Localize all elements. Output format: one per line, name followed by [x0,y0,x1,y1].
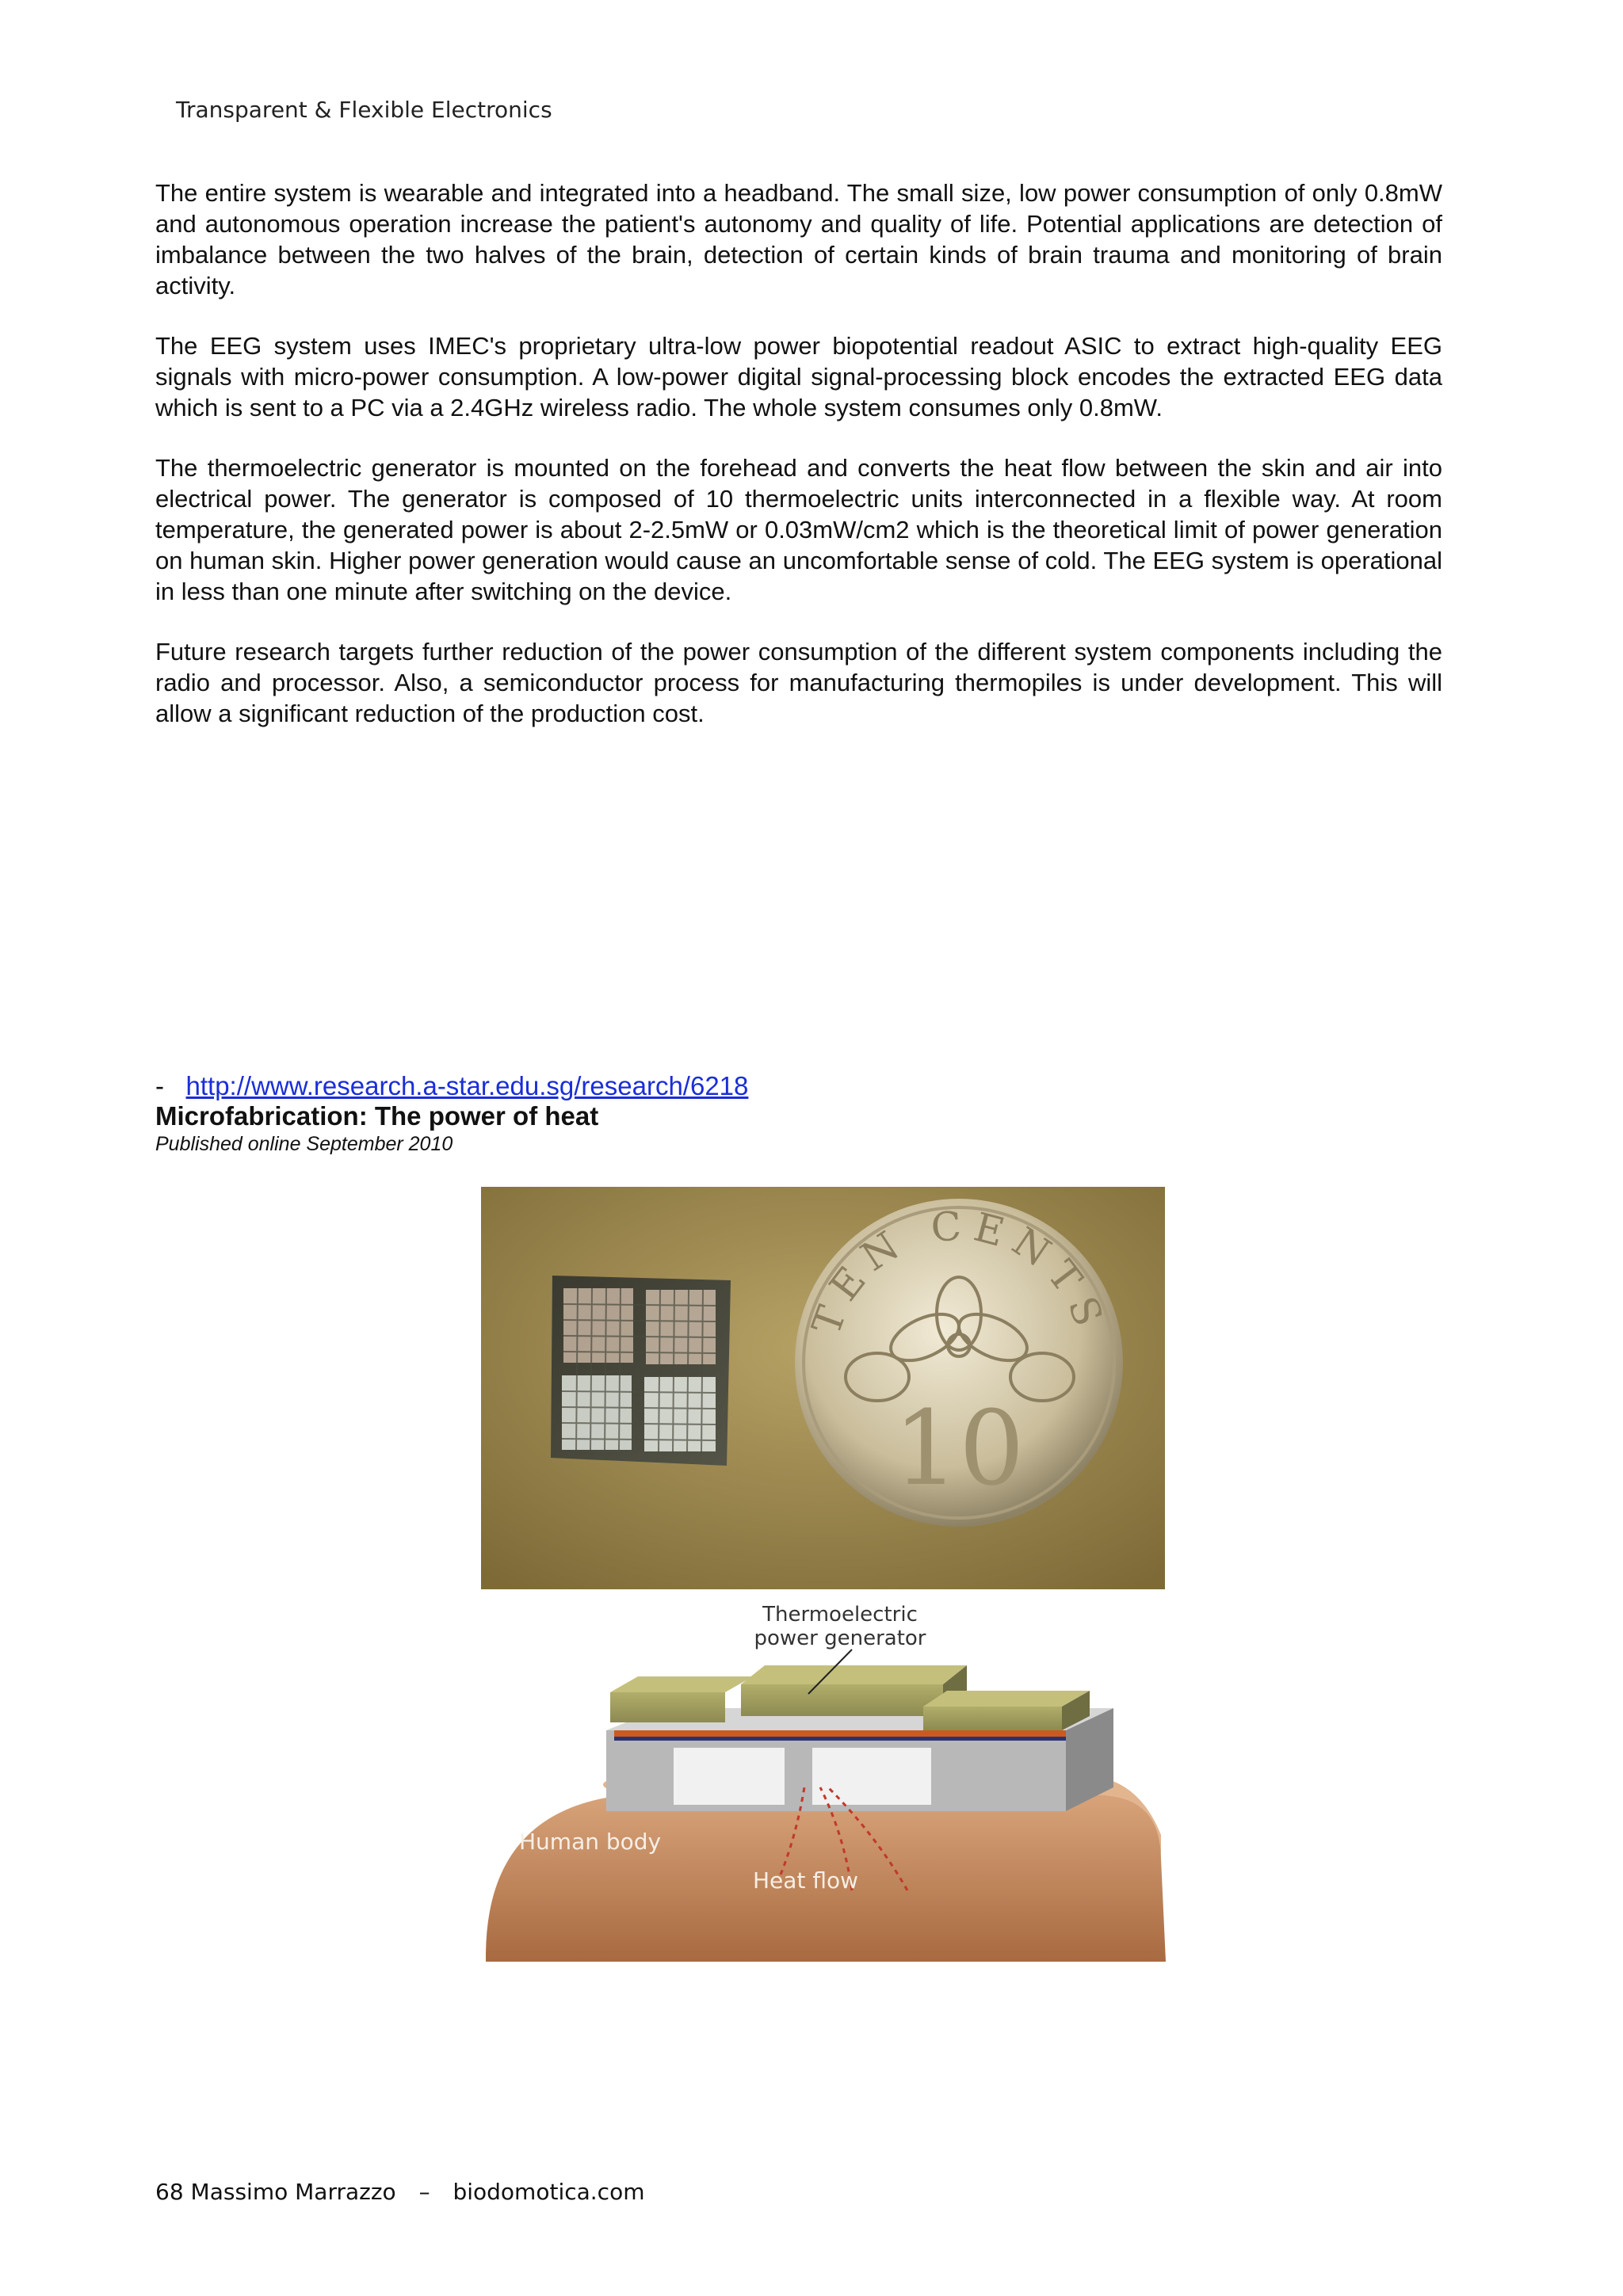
generator-label-line2: power generator [754,1627,926,1650]
thermoelectric-chip [551,1276,731,1466]
chip-and-coin-photo [481,1187,1165,1589]
page-footer [155,2179,644,2205]
reference-line [155,1071,748,1101]
human-body-label: Human body [519,1829,662,1855]
reference-link[interactable]: http://www.research.a-star.edu.sg/research/6218 [185,1071,749,1100]
ten-cent-coin [795,1199,1123,1527]
page-number: 68 [155,2179,184,2205]
footer-author: Massimo Marrazzo [190,2179,396,2205]
coin-value: 10 [893,1388,1025,1508]
list-bullet: - [155,1071,164,1100]
generator-diagram [479,1597,1166,1978]
paragraph: The thermoelectric generator is mounted on the forehead and converts the heat flow between the skin and air into electrical power. The generator is composed of 10 thermoelectric units interconnected in a flexible way. At room temperature, the generated power is about 2-2.5mW or 0.03mW/cm2 which is the theoretical limit of power generation on human skin. Higher power generation would cause an uncomfortable sense of cold. The EEG system is operational in less than one minute after switching on the device. [155,454,1442,605]
paragraph: Future research targets further reduction of the power consumption of the different system components including the radio and processor. Also, a semiconductor process for manufacturing thermopiles is under development. This will allow a significant reduction of the production cost. [155,638,1442,727]
generator-label-line1: Thermoelectric [762,1603,918,1627]
published-date: Published online September 2010 [155,1133,453,1155]
running-header: Transparent & Flexible Electronics [176,97,552,123]
coin-top-text: TEN CENTS [803,1202,1115,1341]
reference-title: Microfabrication: The power of heat [155,1101,599,1131]
footer-separator: – [418,2179,430,2205]
article-body [155,177,1442,758]
heat-flow-label: Heat flow [753,1867,858,1894]
paragraph: The entire system is wearable and integrated into a headband. The small size, low power consumption of only 0.8mW and autonomous operation increase the patient's autonomy and quality of life. Potential applications are detection of imbalance between the two halves of the brain, detection of certain kinds of brain trauma and monitoring of brain activity. [155,179,1442,299]
paragraph: The EEG system uses IMEC's proprietary ultra-low power biopotential readout ASIC to extract high-quality EEG signals with micro-power consumption. A low-power digital signal-processing block encodes the extracted EEG data which is sent to a PC via a 2.4GHz wireless radio. The whole system consumes only 0.8mW. [155,332,1442,421]
footer-site: biodomotica.com [453,2179,645,2205]
